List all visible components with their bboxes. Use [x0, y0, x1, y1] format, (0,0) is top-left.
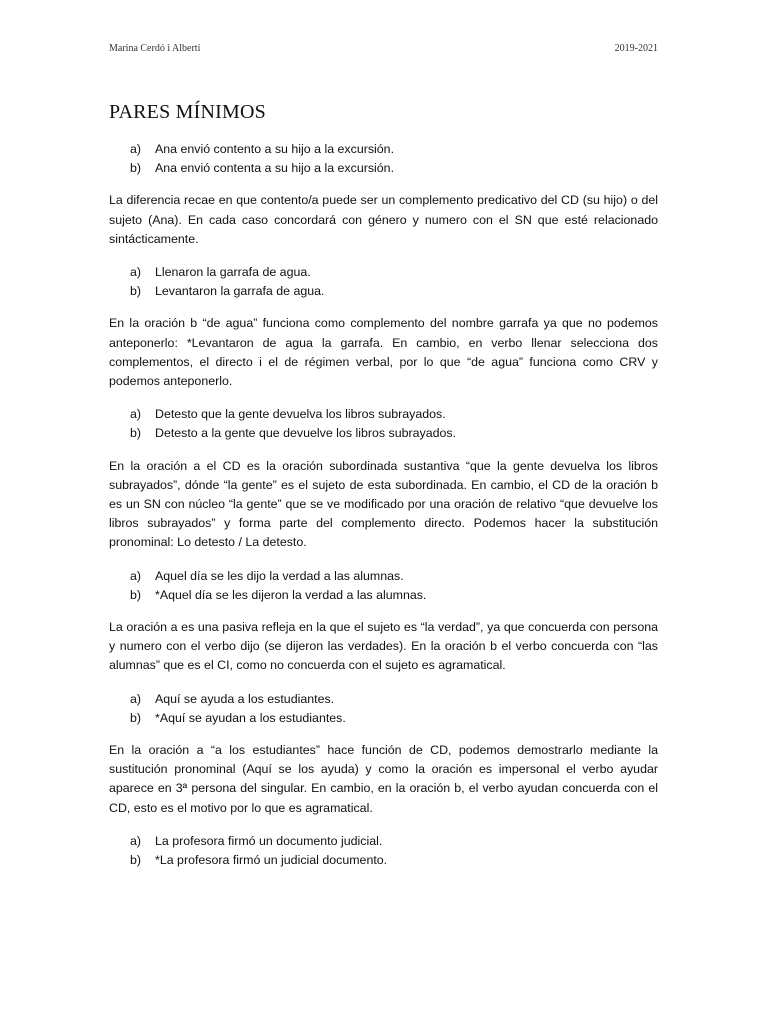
- example-item: [130, 159, 658, 178]
- example-sentence: Ana envió contenta a su hijo a la excursión.: [155, 161, 395, 176]
- example-item: [130, 282, 658, 301]
- example-pair-1: [109, 140, 658, 178]
- explanation-paragraph-1: La diferencia recae en que contento/a puede ser un complemento predicativo del CD (su hijo) o del sujeto (Ana). En cada caso concordará con género y numero con el SN que esté relacionado sintácticamente.: [109, 193, 658, 246]
- example-letter: a): [130, 568, 142, 583]
- example-pair-3: [109, 405, 658, 443]
- header-years: 2019-2021: [614, 43, 658, 54]
- example-letter: a): [130, 833, 142, 848]
- example-pair-2: [109, 263, 658, 301]
- example-item: [130, 586, 658, 605]
- example-item: [130, 709, 658, 728]
- example-letter: a): [130, 691, 142, 706]
- example-letter: a): [130, 265, 142, 280]
- example-letter: b): [130, 161, 142, 176]
- example-sentence: Aquí se ayuda a los estudiantes.: [155, 691, 335, 706]
- example-item: [130, 140, 658, 159]
- explanation-paragraph-3: En la oración a el CD es la oración subordinada sustantiva “que la gente devuelva los libros subrayados”, dónde “la gente” es el sujeto de esta subordinada. En cambio, el CD de la oración b es un SN con núcleo “la gente” que se ve modificado por una oración de relativo “que devuelve los libros subrayados” y forma parte del complemento directo. Podemos hacer la substitución pronominal: Lo detesto / La detesto.: [109, 458, 658, 550]
- document-body: [109, 140, 658, 870]
- example-item: [130, 424, 658, 443]
- example-item: [130, 851, 658, 870]
- example-letter: b): [130, 587, 142, 602]
- example-sentence: Detesto que la gente devuelva los libros subrayados.: [155, 407, 446, 422]
- example-letter: b): [130, 284, 142, 299]
- example-item: [130, 405, 658, 424]
- page-header: [109, 43, 658, 54]
- example-sentence: Aquel día se les dijo la verdad a las alumnas.: [155, 568, 404, 583]
- example-item: [130, 567, 658, 586]
- example-letter: a): [130, 407, 142, 422]
- example-item: [130, 832, 658, 851]
- example-sentence: Levantaron la garrafa de agua.: [155, 284, 325, 299]
- example-letter: a): [130, 142, 142, 156]
- page-title: PARES MÍNIMOS: [109, 101, 266, 123]
- example-letter: b): [130, 853, 142, 868]
- example-item: [130, 263, 658, 282]
- example-sentence: *La profesora firmó un judicial documento.: [155, 853, 388, 868]
- example-sentence: Detesto a la gente que devuelve los libros subrayados.: [155, 426, 457, 441]
- explanation-paragraph-5: En la oración a “a los estudiantes” hace función de CD, podemos demostrarlo mediante la sustitución pronominal (Aquí se los ayuda) y como la oración es impersonal el verbo ayudar aparece en 3ª persona del singular. En cambio, en la oración b, el verbo ayudan concuerda con el CD, esto es el motivo por lo que es agramatical.: [109, 743, 658, 815]
- header-author: Marina Cerdó i Albertí: [109, 43, 201, 54]
- explanation-paragraph-4: La oración a es una pasiva refleja en la que el sujeto es “la verdad”, ya que concuerda con persona y numero con el verbo dijo (se dijeron las verdades). En la oración b el verbo concuerda con “las alumnas” que es el CI, como no concuerda con el sujeto es agramatical.: [109, 620, 658, 673]
- example-sentence: La profesora firmó un documento judicial.: [155, 833, 383, 848]
- example-sentence: *Aquel día se les dijeron la verdad a las alumnas.: [155, 587, 427, 602]
- example-sentence: *Aquí se ayudan a los estudiantes.: [155, 710, 346, 725]
- example-pair-5: [109, 690, 658, 728]
- example-sentence: Llenaron la garrafa de agua.: [155, 265, 311, 280]
- example-pair-4: [109, 567, 658, 605]
- example-pair-6: [109, 832, 658, 870]
- example-item: [130, 690, 658, 709]
- explanation-paragraph-2: En la oración b “de agua” funciona como complemento del nombre garrafa ya que no podemos anteponerlo: *Levantaron de agua la garrafa. En cambio, en verbo llenar selecciona dos complementos, el directo i el de régimen verbal, por lo que “de agua” funciona como CRV y podemos anteponerlo.: [109, 316, 658, 389]
- example-letter: b): [130, 426, 142, 441]
- example-sentence: Ana envió contento a su hijo a la excursión.: [155, 142, 395, 156]
- example-letter: b): [130, 710, 142, 725]
